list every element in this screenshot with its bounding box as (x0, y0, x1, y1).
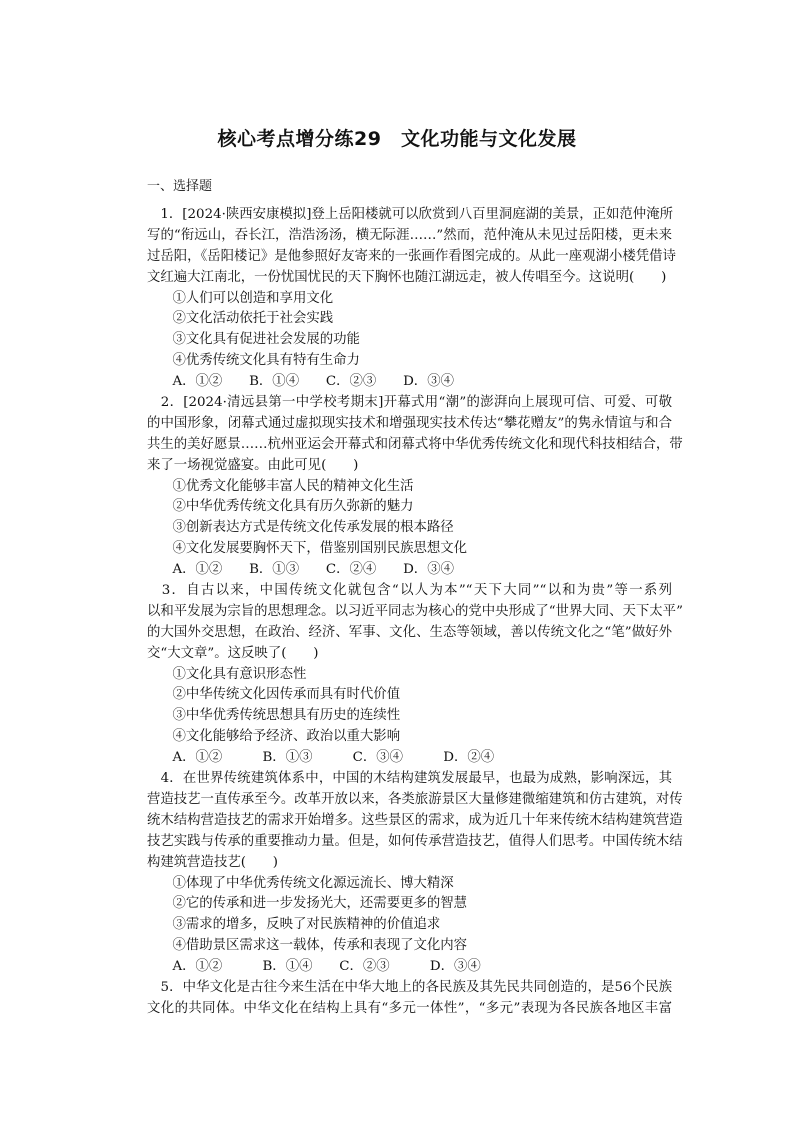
question-stem-line: 3．自古以来，中国传统文化就包含“以人为本”“天下大同”“以和为贵”等一系列 (147, 583, 672, 599)
page-title: 核心考点增分练29 文化功能与文化发展 (217, 128, 577, 150)
statement-item: ④文化能够给予经济、政治以重大影响 (172, 729, 401, 745)
question-stem-line: 交“大文章”。这反映了( ) (147, 645, 319, 661)
statement-item: ①文化具有意识形态性 (172, 666, 307, 682)
question-stem-line: 4．在世界传统建筑体系中，中国的木结构建筑发展最早，也最为成熟，影响深远，其 (147, 771, 672, 787)
statement-item: ③创新表达方式是传统文化传承发展的根本路径 (172, 520, 454, 536)
question-stem-line: 技艺实践与传承的重要推动力量。但是，如何传承营造技艺，值得人们思考。中国传统木结 (147, 833, 683, 849)
statement-item: ②文化活动依托于社会实践 (172, 311, 334, 327)
question-stem-line: 构建筑营造技艺( ) (147, 854, 278, 870)
question-4 (147, 769, 683, 978)
question-stem-line: 文红遍大江南北，一份忧国忧民的天下胸怀也随江湖远走，被人传唱至今。这说明( ) (147, 269, 667, 285)
statement-item: ①人们可以创造和享用文化 (172, 290, 334, 306)
question-1 (147, 205, 676, 393)
question-stem-line: 来了一场视觉盛宴。由此可见( ) (147, 457, 359, 473)
question-stem-line: 共生的美好愿景……杭州亚运会开幕式和闭幕式将中华优秀传统文化和现代科技相结合，带 (147, 436, 683, 452)
question-stem-line: 过岳阳，《岳阳楼记》是他参照好友寄来的一张画作看图完成的。从此一座观湖小楼凭借诗 (147, 248, 676, 264)
question-stem-line: 营造技艺一直传承至今。改革开放以来，各类旅游景区大量修建微缩建筑和仿古建筑，对传 (147, 791, 683, 807)
question-stem-line: 以和平发展为宗旨的思想理念。以习近平同志为核心的党中央形成了“世界大同、天下太平” (147, 603, 683, 619)
question-stem-line: 写的“衔远山，吞长江，浩浩汤汤，横无际涯……”然而，范仲淹从未见过岳阳楼，更未来 (147, 227, 672, 243)
section-heading: 一、选择题 (147, 179, 213, 194)
answer-options: A．①② B．①④ C．②③ D．③④ (172, 959, 481, 975)
question-2 (147, 393, 683, 581)
question-stem-line: 1．[2024·陕西安康模拟]登上岳阳楼就可以欣赏到八百里洞庭湖的美景，正如范仲淹所 (147, 207, 673, 222)
answer-options: A．①② B．①③ C．②④ D．③④ (172, 562, 454, 578)
statement-item: ①优秀文化能够丰富人民的精神文化生活 (172, 478, 414, 494)
statement-item: ④文化发展要胸怀天下，借鉴别国别民族思想文化 (172, 541, 468, 557)
question-stem-line: 2．[2024·清远县第一中学校考期末]开幕式用“潮”的澎湃向上展现可信、可爱、可敬 (147, 395, 672, 411)
question-3 (147, 581, 683, 769)
question-stem-line: 5．中华文化是古往今来生活在中华大地上的各民族及其先民共同创造的，是56个民族 (147, 979, 672, 995)
question-list (147, 205, 683, 1020)
statement-item: ③中华优秀传统思想具有历史的连续性 (172, 708, 401, 724)
question-stem-line: 统木结构营造技艺的需求开始增多。这些景区的需求，成为近几十年来传统木结构建筑营造 (147, 812, 683, 828)
statement-item: ④优秀传统文化具有特有生命力 (172, 353, 360, 369)
question-5 (147, 978, 672, 1020)
question-stem-line: 文化的共同体。中华文化在结构上具有“多元一体性”，“多元”表现为各民族各地区丰富 (147, 1000, 672, 1016)
statement-item: ③文化具有促进社会发展的功能 (172, 332, 360, 348)
question-stem-line: 的大国外交思想，在政治、经济、军事、文化、生态等领域，善以传统文化之“笔”做好外 (147, 624, 672, 640)
statement-item: ②中华传统文化因传承而具有时代价值 (172, 687, 401, 703)
answer-options: A．①② B．①④ C．②③ D．③④ (172, 374, 454, 390)
statement-item: ②它的传承和进一步发扬光大，还需要更多的智慧 (172, 896, 468, 912)
statement-item: ②中华优秀传统文化具有历久弥新的魅力 (172, 499, 414, 515)
statement-item: ④借助景区需求这一载体，传承和表现了文化内容 (172, 938, 468, 954)
answer-options: A．①② B．①③ C．③④ D．②④ (172, 750, 495, 766)
statement-item: ①体现了中华优秀传统文化源远流长、博大精深 (172, 875, 454, 891)
question-stem-line: 的中国形象，闭幕式通过虚拟现实技术和增强现实技术传达“攀花赠友”的隽永情谊与和合 (147, 415, 672, 431)
statement-item: ③需求的增多，反映了对民族精神的价值追求 (172, 917, 441, 933)
